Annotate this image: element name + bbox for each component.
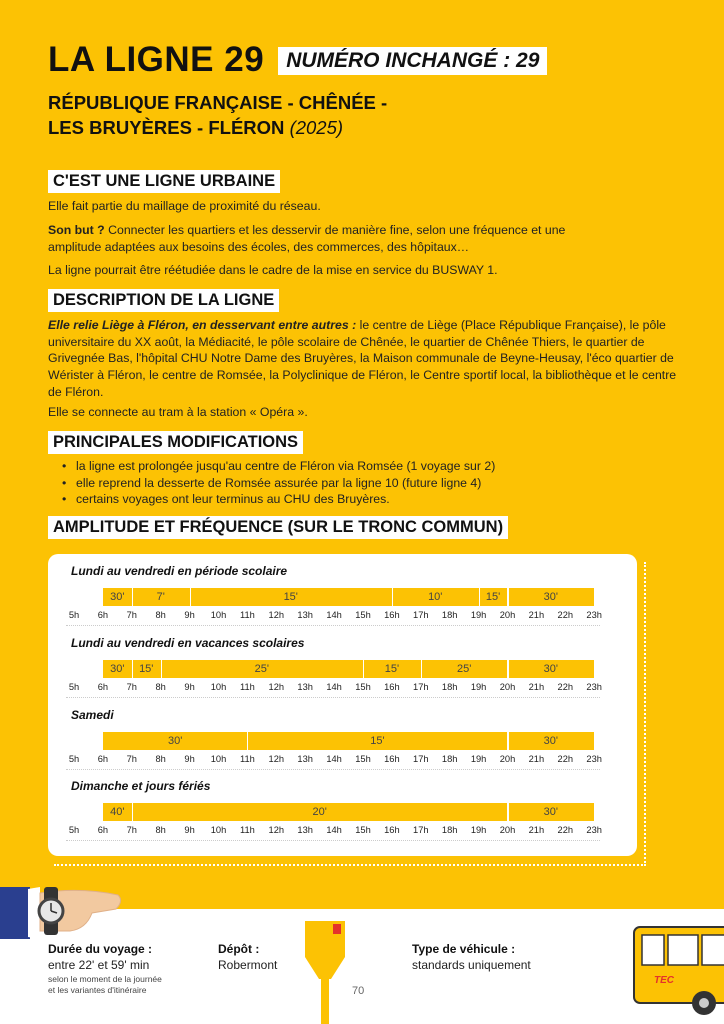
- segment-separator: [508, 732, 509, 750]
- hour-label: 5h: [68, 610, 80, 620]
- frequency-segment: 30': [508, 660, 595, 678]
- hour-label: 16h: [384, 754, 400, 764]
- route-line-2: LES BRUYÈRES - FLÉRON: [48, 117, 285, 138]
- hour-label: 14h: [326, 682, 342, 692]
- hour-label: 21h: [528, 825, 545, 835]
- page-title: LA LIGNE 29: [48, 40, 265, 79]
- segment-separator: [190, 588, 191, 606]
- frequency-segment: 10': [392, 588, 479, 606]
- urban-paragraph-1: Elle fait partie du maillage de proximité du réseau.: [48, 199, 321, 213]
- hour-label: 5h: [68, 754, 80, 764]
- hour-label: 17h: [413, 754, 429, 764]
- frequency-segment: 30': [103, 732, 248, 750]
- hour-label: 13h: [297, 754, 313, 764]
- segment-separator: [508, 588, 509, 606]
- hour-label: 18h: [441, 825, 458, 835]
- section-heading-modifications: PRINCIPALES MODIFICATIONS: [48, 431, 303, 454]
- frequency-segment: 15': [190, 588, 392, 606]
- urban-paragraph-2-body: Connecter les quartiers et les desservir de manière fine, selon une fréquence et une amplitude adaptées aux besoins des écoles, des commerces, des hôpitaux…: [48, 223, 566, 254]
- page-number: 70: [352, 985, 365, 997]
- row-divider: [66, 697, 600, 698]
- segment-separator: [508, 660, 509, 678]
- hour-label: 14h: [326, 825, 342, 835]
- hour-label: 13h: [297, 825, 313, 835]
- hour-label: 20h: [499, 825, 516, 835]
- hour-label: 20h: [499, 610, 516, 620]
- bus-logo-text: TEC: [654, 975, 674, 986]
- hour-label: 12h: [268, 610, 285, 620]
- hour-label: 18h: [441, 754, 458, 764]
- vehicle-value: standards uniquement: [412, 958, 531, 972]
- route-year: (2025): [289, 117, 344, 138]
- hour-label: 12h: [268, 825, 285, 835]
- section-heading-urban: C'EST UNE LIGNE URBAINE: [48, 170, 280, 193]
- hour-label: 8h: [155, 610, 166, 620]
- hour-label: 8h: [155, 754, 166, 764]
- hour-label: 16h: [384, 682, 400, 692]
- segment-separator: [392, 588, 393, 606]
- footer: [0, 909, 724, 1024]
- frequency-segment: 20': [132, 803, 508, 821]
- frequency-segment: 15': [247, 732, 507, 750]
- frequency-segment: 15': [363, 660, 421, 678]
- frequency-segment: 25': [421, 660, 508, 678]
- frequency-segment: 25': [161, 660, 363, 678]
- hour-label: 8h: [155, 682, 166, 692]
- frequency-segment: 30': [103, 660, 132, 678]
- segment-separator: [421, 660, 422, 678]
- hour-label: 9h: [184, 825, 195, 835]
- vehicle-label: Type de véhicule :: [412, 942, 516, 956]
- list-item: • elle reprend la desserte de Romsée assurée par la ligne 10 (future ligne 4): [62, 475, 495, 492]
- hour-label: 7h: [126, 825, 137, 835]
- hour-label: 17h: [413, 682, 429, 692]
- segment-separator: [132, 660, 133, 678]
- hour-label: 12h: [268, 754, 285, 764]
- hour-label: 9h: [184, 610, 195, 620]
- hour-label: 15h: [355, 825, 371, 835]
- hour-label: 17h: [413, 610, 429, 620]
- frequency-segment: 30': [508, 803, 595, 821]
- hour-label: 5h: [68, 682, 80, 692]
- description-lead: Elle relie Liège à Fléron, en desservant entre autres :: [48, 318, 357, 332]
- section-heading-amplitude: AMPLITUDE ET FRÉQUENCE (SUR LE TRONC COMMUN): [48, 516, 508, 539]
- row-divider: [66, 769, 600, 770]
- hour-label: 18h: [441, 610, 458, 620]
- hour-label: 13h: [297, 610, 313, 620]
- hour-label: 6h: [97, 610, 109, 620]
- hour-label: 10h: [210, 754, 227, 764]
- hour-label: 11h: [239, 825, 255, 835]
- frequency-segment: 40': [103, 803, 132, 821]
- hour-label: 22h: [557, 610, 574, 620]
- frequency-segment: 30': [508, 732, 595, 750]
- duration-note: [48, 974, 162, 996]
- hour-label: 21h: [528, 610, 545, 620]
- hour-label: 9h: [184, 682, 195, 692]
- list-item: • la ligne est prolongée jusqu'au centre de Fléron via Romsée (1 voyage sur 2): [62, 458, 495, 475]
- hour-label: 19h: [470, 754, 487, 764]
- bus-icon: [632, 923, 724, 1015]
- hour-label: 10h: [210, 610, 227, 620]
- segment-separator: [132, 803, 133, 821]
- frequency-segment: 30': [508, 588, 595, 606]
- hour-label: 15h: [355, 682, 371, 692]
- hour-label: 10h: [210, 825, 227, 835]
- day-title: Lundi au vendredi en vacances scolaires: [71, 636, 305, 650]
- hour-label: 12h: [268, 682, 285, 692]
- frequency-segment: 15': [132, 660, 161, 678]
- depot-paint-brush-icon: [303, 919, 347, 1024]
- hour-label: 23h: [586, 610, 602, 620]
- urban-paragraph-2-lead: Son but ?: [48, 223, 105, 237]
- hour-label: 20h: [499, 682, 516, 692]
- hour-label: 23h: [586, 825, 602, 835]
- hour-label: 16h: [384, 825, 400, 835]
- hour-label: 21h: [528, 754, 545, 764]
- hour-label: 9h: [184, 754, 195, 764]
- hour-label: 19h: [470, 682, 487, 692]
- hour-label: 5h: [68, 825, 80, 835]
- row-divider: [66, 840, 600, 841]
- segment-separator: [363, 660, 364, 678]
- hour-label: 23h: [586, 682, 602, 692]
- hour-label: 19h: [470, 610, 487, 620]
- hour-label: 11h: [239, 610, 255, 620]
- segment-separator: [247, 732, 248, 750]
- hour-label: 23h: [586, 754, 602, 764]
- row-divider: [66, 625, 600, 626]
- day-title: Lundi au vendredi en période scolaire: [71, 564, 288, 578]
- frequency-segment: 30': [103, 588, 132, 606]
- duration-label: Durée du voyage :: [48, 942, 153, 956]
- urban-paragraph-2: [48, 222, 608, 255]
- hour-label: 22h: [557, 825, 574, 835]
- hour-label: 16h: [384, 610, 400, 620]
- frequency-segment: 7': [132, 588, 190, 606]
- hour-label: 21h: [528, 682, 545, 692]
- hour-label: 22h: [557, 682, 574, 692]
- day-title: Samedi: [71, 708, 114, 722]
- hour-label: 6h: [97, 754, 109, 764]
- hour-label: 22h: [557, 754, 574, 764]
- urban-paragraph-3: La ligne pourrait être réétudiée dans le cadre de la mise en service du BUSWAY 1.: [48, 263, 498, 277]
- title-row: [48, 42, 547, 78]
- depot-value: Robermont: [218, 958, 278, 972]
- hour-label: 20h: [499, 754, 516, 764]
- hour-label: 6h: [97, 682, 109, 692]
- duration-note-2: et les variantes d'itinéraire: [48, 985, 147, 995]
- frequency-segment: 15': [479, 588, 508, 606]
- hour-label: 18h: [441, 682, 458, 692]
- hour-label: 7h: [126, 610, 137, 620]
- segment-separator: [479, 588, 480, 606]
- hour-label: 11h: [239, 754, 255, 764]
- hour-label: 14h: [326, 610, 342, 620]
- route-line-1: RÉPUBLIQUE FRANÇAISE - CHÊNÉE -: [48, 92, 388, 113]
- section-heading-description: DESCRIPTION DE LA LIGNE: [48, 289, 279, 312]
- description-body: le centre de Liège (Place République Française), le pôle universitaire du XX août, la Médiacité, le pôle scolaire de Chênée, le quartier de Chênée Thiers, le quartier de Grivegnée Bas, l'hôpital CHU Notre Dame des Bruyères, la Maison communale de Beyne-Heusay, l'éco quartier de Wérister à Fléron, le centre de Romsée, la Polyclinique de Fléron, le Centre sportif local, la bibliothèque et le centre de Fléron.: [48, 318, 677, 399]
- depot-label: Dépôt :: [218, 942, 260, 956]
- duration-note-1: selon le moment de la journée: [48, 974, 162, 984]
- hour-label: 7h: [126, 682, 137, 692]
- hour-label: 19h: [470, 825, 487, 835]
- hour-label: 11h: [239, 682, 255, 692]
- route-subtitle: [48, 90, 387, 140]
- tram-connection: Elle se connecte au tram à la station « Opéra ».: [48, 405, 308, 419]
- day-title: Dimanche et jours fériés: [71, 779, 211, 793]
- duration-value: entre 22' et 59' min: [48, 958, 150, 972]
- segment-separator: [508, 803, 509, 821]
- line-number-badge: NUMÉRO INCHANGÉ : 29: [278, 47, 547, 75]
- list-item: • certains voyages ont leur terminus au CHU des Bruyères.: [62, 491, 495, 508]
- modifications-list: [62, 458, 495, 508]
- hour-label: 7h: [126, 754, 137, 764]
- hour-label: 15h: [355, 610, 371, 620]
- hour-label: 15h: [355, 754, 371, 764]
- hour-label: 10h: [210, 682, 227, 692]
- hour-label: 17h: [413, 825, 429, 835]
- hour-label: 14h: [326, 754, 342, 764]
- segment-separator: [161, 660, 162, 678]
- segment-separator: [132, 588, 133, 606]
- wristwatch-icon: [0, 879, 130, 949]
- hour-label: 6h: [97, 825, 109, 835]
- hour-label: 13h: [297, 682, 313, 692]
- hour-label: 8h: [155, 825, 166, 835]
- description-paragraph: [48, 317, 678, 401]
